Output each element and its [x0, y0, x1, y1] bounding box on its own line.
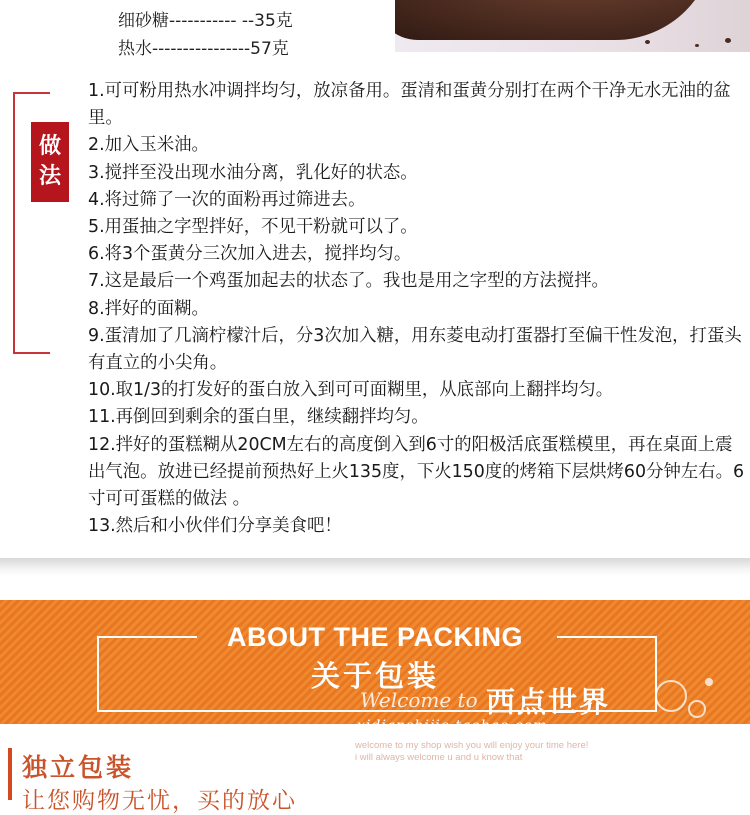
packing-banner-title-en: ABOUT THE PACKING: [227, 622, 523, 652]
method-steps: [88, 78, 748, 540]
decor-dot-icon: [705, 678, 713, 686]
shop-wish-line-1: welcome to my shop wish you will enjoy your time here!: [355, 740, 589, 751]
step-item: 11.再倒回到剩余的蛋白里，继续翻拌均匀。: [88, 407, 429, 428]
step-item: 4.将过筛了一次的面粉再过筛进去。: [88, 189, 366, 210]
step-item: 6.将3个蛋黄分三次加入进去，搅拌均匀。: [88, 244, 412, 265]
step-item: 12.拌好的蛋糕糊从20CM左右的高度倒入到6寸的阳极活底蛋糕模里，再在桌面上震出气泡。放进已经提前预热好上火135度，下火150度的烤箱下层烘烤60分钟左右。6寸可可蛋糕的做法 。: [88, 434, 745, 510]
ingredient-line-sugar: 细砂糖----------- --35克: [118, 11, 293, 31]
ingredients-area: [0, 0, 750, 60]
watermark-url: xidianshijie.taobao.com: [357, 718, 548, 734]
step-item: 7.这是最后一个鸡蛋加起去的状态了。我也是用之字型的方法搅拌。: [88, 271, 609, 292]
watermark-welcome: Welcome to: [360, 688, 478, 712]
cake-photo: [395, 0, 750, 52]
packing-section-subtitle: 让您购物无忧，买的放心: [22, 788, 297, 814]
step-item: 5.用蛋抽之字型拌好，不见干粉就可以了。: [88, 217, 418, 238]
method-label: [31, 122, 69, 202]
packing-banner-title-cn: 关于包装: [310, 659, 439, 693]
section-accent-bar: [8, 748, 12, 800]
packing-section-title: 独立包装: [22, 753, 135, 782]
decor-circle-icon: [688, 700, 706, 718]
step-item: 9.蛋清加了几滴柠檬汁后，分3次加入糖，用东菱电动打蛋器打至偏干性发泡，打蛋头有直立的小尖角。: [88, 325, 742, 374]
section-shadow: [0, 558, 750, 576]
watermark-shop-name: 西点世界: [486, 685, 611, 719]
method-label-text: 做法: [38, 134, 61, 189]
step-item: 2.加入玉米油。: [88, 135, 209, 156]
step-item: 13.然后和小伙伴们分享美食吧！: [88, 516, 342, 537]
step-item: 10.取1/3的打发好的蛋白放入到可可面糊里，从底部向上翻拌均匀。: [88, 380, 614, 401]
step-item: 8.拌好的面糊。: [88, 298, 209, 319]
ingredient-line-water: 热水----------------57克: [118, 39, 289, 59]
step-item: 1.可可粉用热水冲调拌均匀，放凉备用。蛋清和蛋黄分别打在两个干净无水无油的盆里。: [88, 81, 731, 129]
step-item: 3.搅拌至没出现水油分离，乳化好的状态。: [88, 162, 418, 183]
shop-wish-line-2: i will always welcome u and u know that: [355, 752, 523, 763]
decor-circle-icon: [655, 680, 687, 712]
